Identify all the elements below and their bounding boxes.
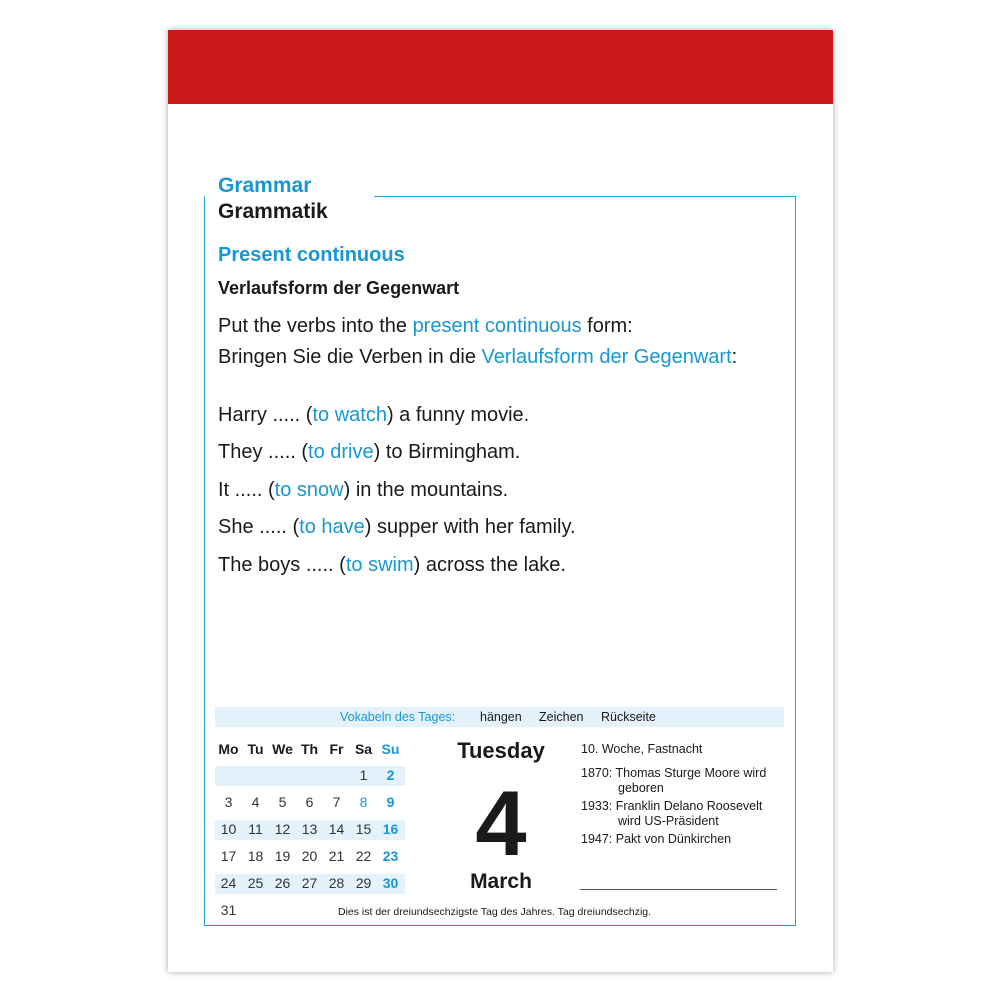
instruction-german-before: Bringen Sie die Verben in die [218, 346, 482, 368]
calendar-day: 21 [328, 848, 345, 864]
vocab-bar [215, 707, 784, 727]
calendar-day: 12 [274, 821, 291, 837]
event-text: Pakt von Dünkirchen [615, 832, 732, 846]
calendar-day: 2 [386, 767, 395, 783]
exercise-verb: to have [299, 516, 365, 538]
calendar-day: 13 [301, 821, 318, 837]
day-number: 4 [475, 773, 527, 875]
vocab-word: Zeichen [539, 710, 584, 724]
exercise-sentence [218, 479, 508, 502]
calendar-day: 7 [332, 794, 341, 810]
calendar-page [168, 30, 833, 972]
instruction-english-after: form: [581, 315, 633, 337]
exercise-before: The boys ..... ( [218, 554, 346, 576]
exercise-after: ) supper with her family. [364, 516, 576, 538]
weekday-header: Mo [218, 741, 239, 757]
calendar-day: 4 [251, 794, 260, 810]
instruction-german-highlight: Verlaufsform der Gegenwart [481, 346, 732, 368]
exercise-verb: to drive [308, 441, 374, 463]
calendar-day: 31 [220, 902, 237, 918]
calendar-day: 27 [301, 875, 318, 891]
exercise-after: ) across the lake. [413, 554, 566, 576]
day-of-year-note: Dies ist der dreiundsechzigste Tag des Jahres. Tag dreiundsechzig. [338, 906, 652, 918]
instruction-english [218, 315, 633, 338]
weekday-header: Th [300, 741, 319, 757]
calendar-day: 18 [247, 848, 264, 864]
title-english: Grammar [205, 173, 374, 199]
binding-band [168, 30, 833, 104]
weekday-name: Tuesday [457, 738, 545, 763]
event-entry [581, 742, 786, 757]
weekday-header: We [272, 741, 293, 757]
calendar-day: 6 [305, 794, 314, 810]
calendar-day: 30 [382, 875, 399, 891]
calendar-day: 8 [359, 794, 368, 810]
calendar-day: 14 [328, 821, 345, 837]
weekday-header: Fr [329, 741, 344, 757]
month-name: March [470, 870, 532, 893]
calendar-day: 23 [382, 848, 399, 864]
instruction-english-highlight: present continuous [412, 315, 582, 337]
exercise-verb: to snow [274, 479, 344, 501]
calendar-day: 19 [274, 848, 291, 864]
calendar-day: 25 [247, 875, 264, 891]
calendar-day: 20 [301, 848, 318, 864]
calendar-day: 26 [274, 875, 291, 891]
weekday-header: Tu [247, 741, 264, 757]
calendar-day: 16 [382, 821, 399, 837]
weekday-header: Su [381, 741, 400, 757]
calendar-day: 3 [224, 794, 233, 810]
vocab-word: Rückseite [601, 710, 656, 724]
calendar-day: 29 [355, 875, 372, 891]
calendar-day: 5 [278, 794, 287, 810]
vocab-word: hängen [480, 710, 522, 724]
title-german: Grammatik [218, 200, 328, 223]
event-text-continued: wird US-Präsident [618, 814, 719, 828]
exercise-sentence [218, 516, 576, 539]
event-entry [581, 766, 786, 796]
exercise-after: ) a funny movie. [386, 404, 530, 426]
instruction-english-before: Put the verbs into the [218, 315, 413, 337]
instruction-german [218, 346, 737, 369]
exercise-before: Harry ..... ( [218, 404, 313, 426]
subtitle-german: Verlaufsform der Gegenwart [218, 278, 460, 298]
exercise-verb: to swim [345, 554, 414, 576]
calendar-day: 9 [386, 794, 395, 810]
event-text: 10. Woche, Fastnacht [581, 742, 703, 756]
event-text: Thomas Sturge Moore wird [615, 766, 767, 780]
exercise-after: ) to Birmingham. [373, 441, 521, 463]
event-year: 1947: [581, 832, 613, 846]
vocab-label: Vokabeln des Tages: [340, 710, 456, 724]
instruction-german-after: : [731, 346, 738, 368]
exercise-sentence [218, 404, 529, 427]
exercise-before: They ..... ( [218, 441, 309, 463]
calendar-day: 28 [328, 875, 345, 891]
calendar-day: 1 [359, 767, 368, 783]
exercise-sentence [218, 554, 566, 577]
event-text-continued: geboren [618, 781, 664, 795]
exercise-before: It ..... ( [218, 479, 275, 501]
weekday-header: Sa [354, 741, 373, 757]
event-text: Franklin Delano Roosevelt [615, 799, 763, 813]
calendar-day: 10 [220, 821, 237, 837]
calendar-day: 22 [355, 848, 372, 864]
exercise-verb: to watch [312, 404, 387, 426]
exercise-sentence [218, 441, 520, 464]
exercise-before: She ..... ( [218, 516, 300, 538]
calendar-day: 11 [248, 821, 263, 837]
notes-line [580, 889, 777, 890]
event-year: 1933: [581, 799, 613, 813]
exercise-after: ) in the mountains. [343, 479, 509, 501]
event-entry [581, 799, 786, 829]
event-year: 1870: [581, 766, 613, 780]
calendar-day: 15 [355, 821, 372, 837]
calendar-day: 17 [220, 848, 237, 864]
event-entry [581, 832, 786, 847]
calendar-day: 24 [220, 875, 237, 891]
subtitle-english: Present continuous [218, 244, 405, 266]
